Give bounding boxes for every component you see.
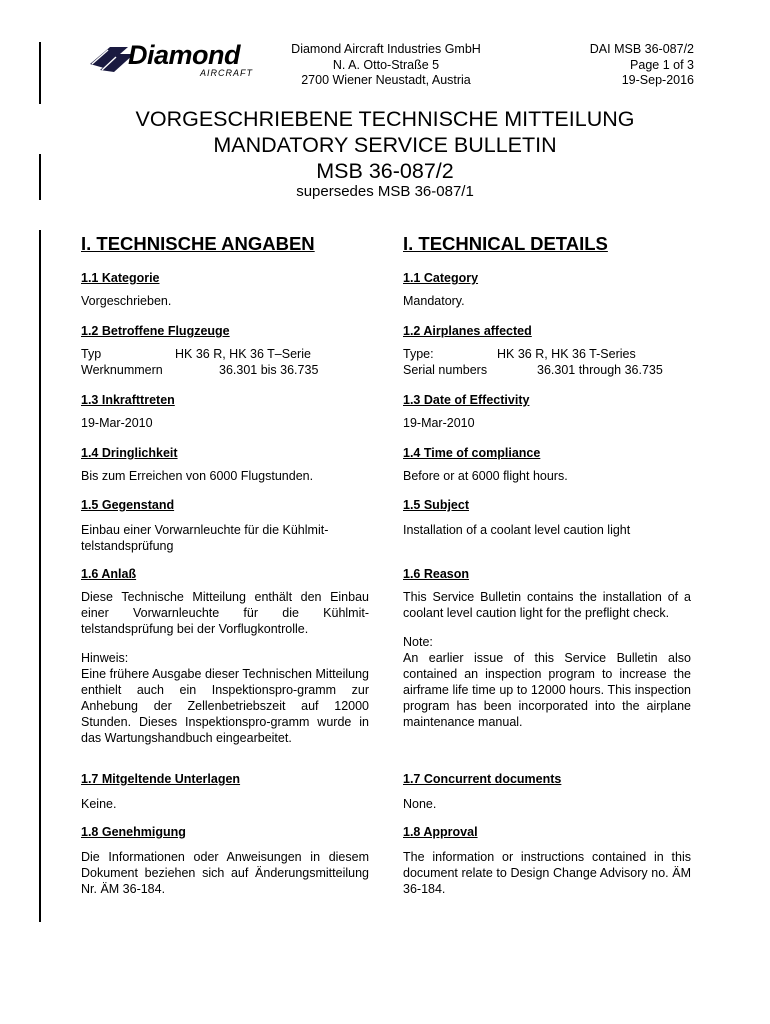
company-address (270, 42, 502, 89)
note-label: Note: (403, 635, 433, 649)
subsection-heading: 1.2 Betroffene Flugzeuge (81, 324, 230, 338)
section-effectivity (81, 392, 369, 431)
field-value: HK 36 R, HK 36 T-Series (497, 347, 636, 361)
note-label: Hinweis: (81, 651, 129, 665)
subsection-heading: 1.5 Subject (403, 498, 469, 512)
section-heading: I. TECHNISCHE ANGABEN (81, 233, 315, 254)
field-label: Serial numbers (403, 363, 488, 377)
section-reason (81, 566, 369, 746)
address-line: 2700 Wiener Neustadt, Austria (301, 73, 471, 87)
supersedes-note: supersedes MSB 36-087/1 (296, 183, 474, 200)
section-compliance (81, 445, 369, 484)
address-line: Diamond Aircraft Industries GmbH (291, 42, 481, 56)
section-category (403, 270, 691, 309)
subsection-heading: 1.5 Gegenstand (81, 498, 175, 512)
subsection-heading: 1.7 Mitgeltende Unterlagen (81, 772, 241, 786)
revision-bar (39, 230, 41, 922)
section-documents (81, 771, 369, 812)
subsection-heading: 1.3 Date of Effectivity (403, 393, 530, 407)
subsection-heading: 1.4 Dringlichkeit (81, 446, 178, 460)
section-subject (403, 497, 691, 538)
field-value: 36.301 bis 36.735 (219, 363, 319, 377)
section-documents (403, 771, 691, 812)
subsection-text: Vorgeschrieben. (81, 294, 172, 308)
note-text: Eine frühere Ausgabe dieser Technischen Mitteilung enthielt auch ein Inspektionspro-gramm zur Anhebung der Zellenbetriebszeit auf 12000 Stunden. Dieses Inspektionspro-gramm wurde in das Wartungshandbuch eingearbeitet. (81, 667, 369, 745)
section-subject (81, 497, 369, 554)
subsection-text: Installation of a coolant level caution light (403, 523, 631, 537)
subsection-text: This Service Bulletin contains the installation of a coolant level caution light for the preflight check. (403, 590, 691, 620)
diamond-logo (88, 42, 268, 82)
section-heading: I. TECHNICAL DETAILS (403, 233, 608, 254)
page-title (0, 106, 770, 184)
subsection-text: Before or at 6000 flight hours. (403, 469, 568, 483)
subsection-text: None. (403, 797, 437, 811)
subsection-text: Die Informationen oder Anweisungen in diesem Dokument beziehen sich auf Änderungsmitteilung Nr. ÄM 36-184. (81, 850, 369, 896)
subsection-heading: 1.8 Approval (403, 825, 478, 839)
subsection-text: Bis zum Erreichen von 6000 Flugstunden. (81, 469, 314, 483)
section-airplanes (403, 323, 691, 378)
subsection-heading: 1.6 Anlaß (81, 567, 137, 581)
field-label: Type: (403, 347, 434, 361)
subsection-text: Mandatory. (403, 294, 465, 308)
field-value: HK 36 R, HK 36 T–Serie (175, 347, 311, 361)
section-approval (81, 824, 369, 897)
subsection-heading: 1.6 Reason (403, 567, 470, 581)
field-label: Werknummern (81, 363, 163, 377)
subsection-heading: 1.7 Concurrent documents (403, 772, 562, 786)
section-compliance (403, 445, 691, 484)
title-line-en: MANDATORY SERVICE BULLETIN (213, 133, 557, 157)
german-column (81, 233, 369, 896)
note-text: An earlier issue of this Service Bulletin also contained an inspection program to increase the airframe life time up to 12000 hours. This inspection program has been incorporated into the airplane maintenance manual. (403, 651, 691, 729)
subsection-heading: 1.1 Kategorie (81, 271, 160, 285)
subsection-heading: 1.8 Genehmigung (81, 825, 186, 839)
section-airplanes (81, 323, 369, 378)
subsection-text: 19-Mar-2010 (403, 416, 475, 430)
subsection-text: Keine. (81, 797, 117, 811)
page-number: Page 1 of 3 (630, 57, 694, 72)
document-info (590, 42, 694, 89)
section-approval (403, 824, 691, 897)
bulletin-number: MSB 36-087/2 (316, 159, 454, 183)
address-line: N. A. Otto-Straße 5 (332, 57, 440, 72)
logo-text: Diamond (128, 40, 241, 70)
english-column (403, 233, 691, 896)
subsection-heading: 1.2 Airplanes affected (403, 324, 532, 338)
field-label: Typ (81, 347, 102, 361)
section-effectivity (403, 392, 691, 431)
logo-subtitle: AIRCRAFT (200, 68, 253, 78)
subsection-text: Diese Technische Mitteilung enthält den Einbau einer Vorwarnleuchte für die Kühlmit-telstandsprüfung bei der Vorflugkontrolle. (81, 590, 369, 636)
subsection-text: 19-Mar-2010 (81, 416, 153, 430)
document-number: DAI MSB 36-087/2 (589, 42, 694, 56)
document-date: 19-Sep-2016 (621, 73, 694, 87)
subsection-text: Einbau einer Vorwarnleuchte für die Kühlmit-telstandsprüfung (81, 523, 329, 553)
subsection-heading: 1.3 Inkrafttreten (81, 393, 175, 407)
subsection-heading: 1.1 Category (403, 271, 479, 285)
section-category (81, 270, 369, 309)
subsection-text: The information or instructions contained in this document relate to Design Change Advisory no. ÄM 36-184. (403, 850, 691, 896)
section-reason (403, 566, 691, 730)
subsection-heading: 1.4 Time of compliance (403, 446, 541, 460)
title-line-de: VORGESCHRIEBENE TECHNISCHE MITTEILUNG (135, 107, 635, 131)
field-value: 36.301 through 36.735 (537, 363, 663, 377)
page-header (0, 42, 770, 92)
